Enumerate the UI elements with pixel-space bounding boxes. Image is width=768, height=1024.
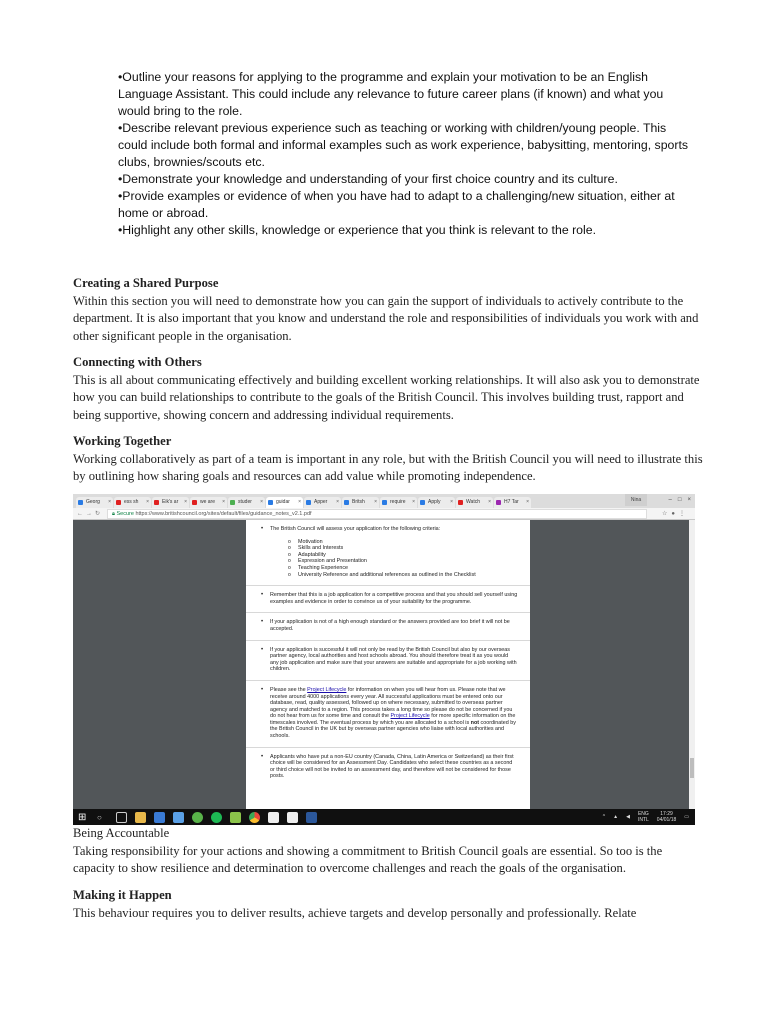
project-lifecycle-link[interactable]: Project Lifecycle bbox=[390, 713, 430, 720]
tab-favicon-icon bbox=[306, 500, 311, 505]
tab-label: require bbox=[390, 499, 406, 505]
photos-icon[interactable] bbox=[173, 812, 184, 823]
close-icon[interactable]: × bbox=[298, 499, 301, 505]
close-icon[interactable]: × bbox=[260, 499, 263, 505]
close-icon[interactable]: × bbox=[374, 499, 377, 505]
clock-time: 17:29 bbox=[660, 811, 673, 817]
window-user-label: Nina bbox=[625, 494, 647, 506]
scrollbar-thumb[interactable] bbox=[690, 758, 694, 778]
close-icon[interactable]: × bbox=[336, 499, 339, 505]
divider bbox=[246, 747, 530, 748]
system-tray bbox=[603, 809, 689, 825]
browser-tab[interactable] bbox=[76, 497, 113, 508]
lang-top: ENG bbox=[637, 811, 649, 817]
close-icon[interactable]: × bbox=[108, 499, 111, 505]
store-icon[interactable] bbox=[154, 812, 165, 823]
word-icon[interactable] bbox=[306, 812, 317, 823]
browser-tab[interactable] bbox=[190, 497, 227, 508]
notepad-icon[interactable] bbox=[287, 812, 298, 823]
close-icon[interactable]: × bbox=[450, 499, 453, 505]
section-connecting bbox=[73, 354, 703, 424]
close-icon[interactable]: × bbox=[222, 499, 225, 505]
section-making-happen bbox=[73, 887, 703, 922]
browser-tab[interactable] bbox=[380, 497, 417, 508]
text-run: Please see the bbox=[270, 686, 308, 693]
volume-icon[interactable]: ◀ bbox=[626, 814, 630, 820]
windows-taskbar bbox=[73, 809, 695, 825]
tray-arrow-icon[interactable]: ^ bbox=[602, 814, 606, 820]
criteria-item: o Expression and Presentation bbox=[270, 558, 518, 565]
tab-label: Georg bbox=[86, 499, 100, 505]
tab-favicon-icon bbox=[116, 500, 121, 505]
clock[interactable] bbox=[657, 811, 676, 823]
browser-tab[interactable] bbox=[456, 497, 493, 508]
tab-favicon-icon bbox=[230, 500, 235, 505]
browser-tab[interactable] bbox=[494, 497, 531, 508]
browser-tab-bar bbox=[73, 494, 695, 508]
tab-favicon-icon bbox=[382, 500, 387, 505]
tab-label: Britsh bbox=[352, 499, 365, 505]
close-icon[interactable]: × bbox=[488, 499, 491, 505]
close-window-icon[interactable]: × bbox=[687, 497, 691, 503]
section-body: This behaviour requires you to deliver results, achieve targets and develop personally and professionally. Relate bbox=[73, 905, 637, 920]
pdf-viewer bbox=[73, 520, 695, 809]
menu-icon[interactable]: ⋮ bbox=[679, 511, 689, 517]
tab-label: Apply bbox=[428, 499, 441, 505]
secure-label: Secure bbox=[116, 511, 134, 517]
criteria-list bbox=[270, 539, 518, 579]
address-bar bbox=[73, 508, 695, 520]
windows-start-icon[interactable]: ⊞ bbox=[78, 811, 87, 823]
minimize-icon[interactable]: – bbox=[668, 497, 672, 503]
tab-label: Watch bbox=[466, 499, 480, 505]
tab-label: Eik's ar bbox=[162, 499, 179, 505]
embedded-screenshot bbox=[73, 494, 695, 825]
tab-label: guidar bbox=[276, 499, 290, 505]
section-working-together bbox=[73, 433, 703, 486]
browser-tab[interactable] bbox=[152, 497, 189, 508]
close-icon[interactable]: × bbox=[184, 499, 187, 505]
browser-tab[interactable] bbox=[304, 497, 341, 508]
tab-favicon-icon bbox=[496, 500, 501, 505]
bullet-item: •Provide examples or evidence of when you have had to adapt to a challenging/new situation, either at home or abroad. bbox=[118, 189, 675, 220]
spotify-icon[interactable] bbox=[211, 812, 222, 823]
tab-favicon-icon bbox=[154, 500, 159, 505]
tab-favicon-icon bbox=[420, 500, 425, 505]
star-icon[interactable]: ☆ bbox=[661, 511, 672, 517]
forward-icon[interactable]: → bbox=[86, 511, 95, 517]
divider bbox=[246, 612, 530, 613]
bullet-item: •Demonstrate your knowledge and understanding of your first choice country and its culture. bbox=[118, 172, 618, 186]
pdf-intro: The British Council will assess your application for the following criteria: bbox=[270, 526, 441, 532]
browser-tab-active[interactable] bbox=[266, 497, 303, 508]
section-body: Within this section you will need to demonstrate how you can gain the support of individuals to actively contribute to the department. It is also important that you know and understand the role and responsibilities of individuals you work with and other significant people in the organisation. bbox=[73, 293, 699, 343]
tab-favicon-icon bbox=[344, 500, 349, 505]
close-icon[interactable]: × bbox=[526, 499, 529, 505]
pdf-bullet: • If your application is successful it will not only be read by the British Council but also by our overseas partner agency, local authorities and host schools abroad. You should therefore treat it as you would any job application and make sure that your answers are suitable and appropriate for a job working with children. bbox=[258, 647, 518, 673]
browser-tab[interactable] bbox=[342, 497, 379, 508]
section-heading: Connecting with Others bbox=[73, 355, 202, 369]
bullet-item: •Describe relevant previous experience such as teaching or working with children/young people. This could include both formal and informal examples such as work experience, babysitting, mentoring, sports clubs, brownies/scouts etc. bbox=[118, 121, 689, 169]
nav-buttons bbox=[77, 508, 103, 520]
section-heading: Creating a Shared Purpose bbox=[73, 276, 219, 290]
task-view-icon[interactable] bbox=[116, 812, 127, 823]
pdf-bullet bbox=[258, 526, 518, 578]
section-shared-purpose bbox=[73, 275, 703, 345]
scrollbar[interactable] bbox=[689, 520, 695, 809]
clock-date: 04/01/18 bbox=[656, 817, 677, 823]
tab-favicon-icon bbox=[268, 500, 273, 505]
criteria-item: o Teaching Experience bbox=[270, 565, 518, 572]
lock-icon: 🔒︎ bbox=[112, 511, 115, 517]
pdf-bullet: • If your application is not of a high enough standard or the answers provided are too brief it will not be accepted. bbox=[258, 619, 518, 632]
tab-label: Apper bbox=[314, 499, 328, 505]
network-icon[interactable]: ▲ bbox=[613, 814, 619, 820]
bullet-item: •Highlight any other skills, knowledge or experience that you think is relevant to the role. bbox=[118, 223, 596, 237]
tab-label: studer bbox=[238, 499, 252, 505]
pdf-bullet: • Remember that this is a job application for a competitive process and that you should sell yourself using examples and evidence in order to convince us of your suitability for the programme. bbox=[258, 592, 518, 605]
criteria-item: o Skills and Interests bbox=[270, 545, 518, 552]
text-run: for information on when you will hear from us. Please note that we receive around 4000 applications every year. All successful applications must be entered onto our database, read, quality assessed, followed up on where necessary, submitted to overseas partner agency and matched to a region. This process takes a long time so please do not be concerned if you do not hear from us for some time and consult the bbox=[270, 686, 513, 720]
lang-bottom: INTL bbox=[637, 817, 649, 823]
section-accountable bbox=[73, 825, 703, 878]
section-body: Working collaboratively as part of a team is important in any role, but with the British Council you will need to illustrate this by outlining how sharing goals and resources can add value while promoting independence. bbox=[73, 451, 703, 484]
xbox-icon[interactable] bbox=[192, 812, 203, 823]
pdf-bullet: • Applicants who have put a non-EU country (Canada, China, Latin America or Switzerland) as their first choice will be considered for an Assessment Day. Candidates who select these countries as a second or third choice will not be invited to an assessment day, and therefore will not be considered for those posts. bbox=[258, 754, 518, 780]
criteria-item: o Motivation bbox=[270, 539, 518, 546]
reload-icon[interactable]: ↻ bbox=[95, 511, 104, 517]
document-icon[interactable] bbox=[268, 812, 279, 823]
section-heading: Working Together bbox=[73, 434, 172, 448]
tab-favicon-icon bbox=[192, 500, 197, 505]
extension-icon[interactable]: ● bbox=[671, 511, 679, 517]
browser-tab[interactable] bbox=[418, 497, 455, 508]
tab-favicon-icon bbox=[458, 500, 463, 505]
section-body: Taking responsibility for your actions and showing a commitment to British Council goals are essential. So too is the capacity to show resilience and determination to overcome challenges and reach the goals of the organisation. bbox=[73, 843, 663, 876]
url-text: https://www.britishcouncil.org/sites/default/files/guidance_notes_v2.1.pdf bbox=[135, 511, 312, 517]
pdf-bullet bbox=[258, 687, 518, 740]
maximize-icon[interactable]: □ bbox=[677, 497, 682, 503]
text-run-bold: not bbox=[470, 719, 480, 726]
window-controls bbox=[669, 494, 691, 506]
pdf-page bbox=[246, 520, 530, 809]
url-field[interactable] bbox=[107, 509, 647, 519]
divider bbox=[246, 640, 530, 641]
search-icon[interactable]: ○ bbox=[97, 812, 102, 822]
divider bbox=[246, 680, 530, 681]
project-lifecycle-link[interactable]: Project Lifecycle bbox=[307, 686, 347, 693]
tab-label: H7 Tar bbox=[504, 499, 519, 505]
back-icon[interactable]: ← bbox=[77, 511, 86, 517]
browser-tab[interactable] bbox=[114, 497, 151, 508]
browser-tab[interactable] bbox=[228, 497, 265, 508]
text-run: coordinated by the British Council in the UK but by overseas partner agencies who liaise with local authorities and schools. bbox=[270, 719, 516, 740]
tab-favicon-icon bbox=[78, 500, 83, 505]
tab-label: ess sh bbox=[124, 499, 139, 505]
criteria-item: o University Reference and additional references as outlined in the Checklist bbox=[270, 572, 518, 579]
tab-label: we are bbox=[200, 499, 216, 505]
file-explorer-icon[interactable] bbox=[135, 812, 146, 823]
notifications-icon[interactable]: ▭ bbox=[684, 814, 689, 820]
language-indicator[interactable] bbox=[638, 811, 649, 823]
chrome-icon[interactable] bbox=[249, 812, 260, 823]
toolbar-icons bbox=[662, 508, 689, 520]
app-icon[interactable] bbox=[230, 812, 241, 823]
close-icon[interactable]: × bbox=[412, 499, 415, 505]
text-run: for more specific information on the timescales involved. The eventual process by which you are allocated to a school is bbox=[270, 713, 516, 726]
section-heading: Making it Happen bbox=[73, 888, 172, 902]
criteria-bullet-list bbox=[118, 69, 693, 239]
divider bbox=[246, 585, 530, 586]
section-body: This is all about communicating effectively and building excellent working relationships. It will also ask you to demonstrate how you can build relationships to contribute to the goals of the British Council. This involves building trust, rapport and being supportive, showing concern and addressing individual requirements. bbox=[73, 372, 700, 422]
close-icon[interactable]: × bbox=[146, 499, 149, 505]
section-heading: Being Accountable bbox=[73, 826, 170, 840]
criteria-item: o Adaptability bbox=[270, 552, 518, 559]
bullet-item: •Outline your reasons for applying to the programme and explain your motivation to be an English Language Assistant. This could include any relevance to future career plans (if known) and what you would bring to the role. bbox=[118, 70, 664, 118]
